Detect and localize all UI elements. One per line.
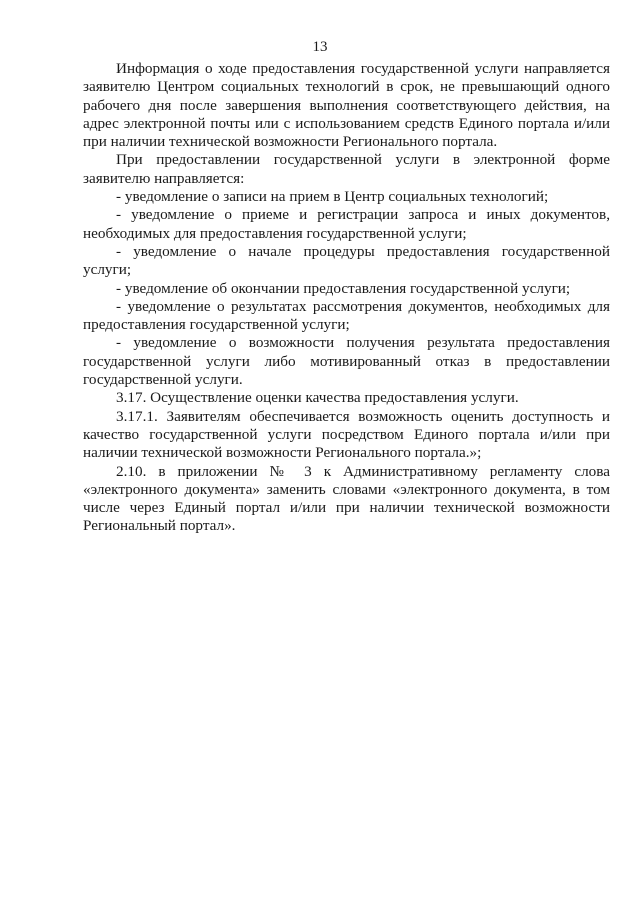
- document-body: [83, 60, 610, 536]
- list-item-review-results-notice: - уведомление о результатах рассмотрения документов, необходимых для предоставления государственной услуги;: [83, 297, 610, 334]
- list-item-end-notice: - уведомление об окончании предоставления государственной услуги;: [116, 279, 571, 297]
- section-3-17-1: 3.17.1. Заявителям обеспечивается возможность оценить доступность и качество государственной услуги посредством Единого портала и/или при наличии технической возможности Регионального портала.»;: [83, 407, 610, 462]
- list-item-start-notice: - уведомление о начале процедуры предоставления государственной услуги;: [83, 242, 610, 279]
- page-number: 13: [312, 39, 328, 55]
- paragraph-electronic-notifications-intro: При предоставлении государственной услуги в электронной форме заявителю направляется:: [83, 151, 610, 187]
- list-item-result-availability-notice: - уведомление о возможности получения результата предоставления государственной услуги либо мотивированный отказ в предоставлении государственной услуги.: [83, 334, 610, 389]
- list-item-registration-notice: - уведомление о приеме и регистрации запроса и иных документов, необходимых для предоставления государственной услуги;: [83, 206, 610, 242]
- section-2-10: 2.10. в приложении № 3 к Административному регламенту слова «электронного документа» заменить словами «электронного документа, в том числе через Единый портал и/или при наличии технической возможности Региональный портал».: [83, 462, 610, 535]
- paragraph-info-delivery: Информация о ходе предоставления государственной услуги направляется заявителю Центром социальных технологий в срок, не превышающий одного рабочего дня после завершения выполнения соответствующего действия, на адрес электронной почты или с использованием средств Единого портала и/или при наличии технической возможности Регионального портала.: [83, 60, 610, 151]
- section-3-17-heading: 3.17. Осуществление оценки качества предоставления услуги.: [116, 389, 519, 407]
- list-item-appointment-notice: - уведомление о записи на прием в Центр социальных технологий;: [116, 188, 549, 206]
